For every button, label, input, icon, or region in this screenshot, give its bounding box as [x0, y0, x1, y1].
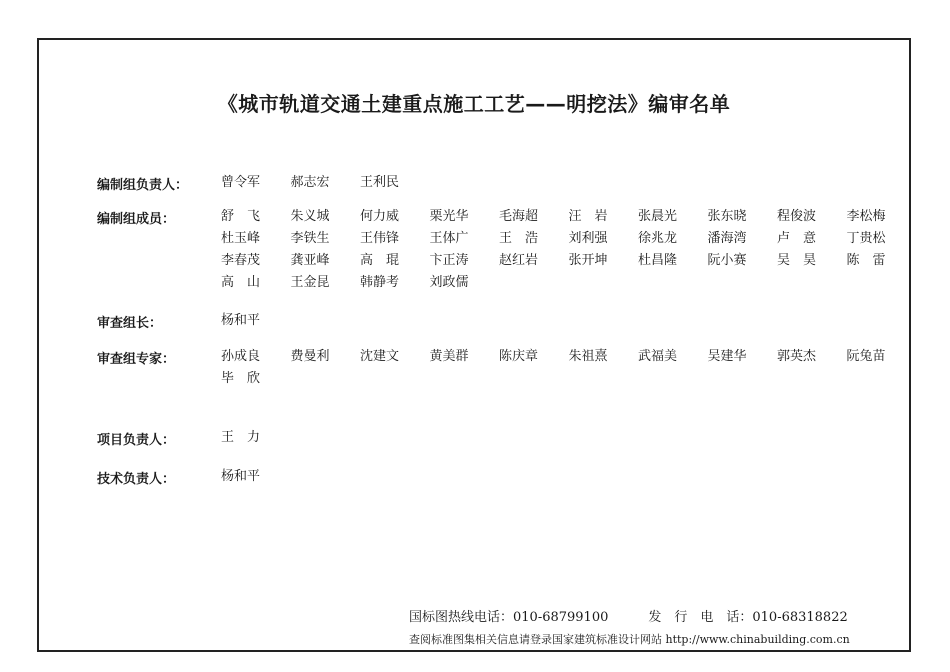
person-name: 杨和平	[221, 469, 261, 484]
person-name: 王 力	[221, 430, 261, 445]
person-name: 吴 昊	[777, 253, 817, 268]
names-review-lead	[221, 310, 911, 332]
person-name: 毕 欣	[221, 371, 261, 386]
person-name: 王伟锋	[360, 231, 400, 246]
person-name: 王金昆	[290, 275, 330, 290]
person-name: 龚亚峰	[290, 253, 330, 268]
role-label-review-lead: 审查组长：	[97, 316, 163, 331]
person-name: 李春茂	[221, 253, 261, 268]
document-title: 《城市轨道交通土建重点施工工艺——明挖法》编审名单	[217, 92, 731, 116]
person-name: 李松梅	[846, 209, 886, 224]
person-name: 王体广	[429, 231, 469, 246]
person-name: 武福美	[638, 349, 678, 364]
person-name: 郭英杰	[777, 349, 817, 364]
footer-website-note: 查阅标准图集相关信息请登录国家建筑标准设计网站 http://www.chinabuilding.com.cn	[409, 633, 850, 646]
person-name: 张晨光	[638, 209, 678, 224]
role-label-review-experts: 审查组专家：	[97, 352, 176, 367]
person-name: 王 浩	[499, 231, 539, 246]
person-name: 汪 岩	[568, 209, 608, 224]
person-name: 沈建文	[360, 349, 400, 364]
person-name: 毛海超	[499, 209, 539, 224]
person-name: 刘利强	[568, 231, 608, 246]
person-name: 丁贵松	[846, 231, 886, 246]
person-name: 王利民	[360, 175, 400, 190]
person-name: 刘政儒	[429, 275, 469, 290]
person-name: 张开坤	[568, 253, 608, 268]
role-label-project-lead: 项目负责人：	[97, 433, 176, 448]
person-name: 黄美群	[429, 349, 469, 364]
person-name: 朱义城	[290, 209, 330, 224]
names-project-lead	[221, 427, 911, 449]
person-name: 何力威	[360, 209, 400, 224]
person-name: 高 山	[221, 275, 261, 290]
person-name: 卢 意	[777, 231, 817, 246]
person-name: 栗光华	[429, 209, 469, 224]
person-name: 陈 雷	[846, 253, 886, 268]
person-name: 徐兆龙	[638, 231, 678, 246]
person-name: 阮兔苗	[846, 349, 886, 364]
person-name: 赵红岩	[499, 253, 539, 268]
person-name: 李铁生	[290, 231, 330, 246]
role-label-technical-lead: 技术负责人：	[97, 472, 176, 487]
names-technical-lead	[221, 466, 911, 488]
person-name: 孙成良	[221, 349, 261, 364]
page-frame	[37, 38, 911, 652]
names-compiler-lead	[221, 172, 911, 194]
person-name: 朱祖熹	[568, 349, 608, 364]
person-name: 高 琨	[360, 253, 400, 268]
footer-phones	[409, 606, 848, 625]
person-name: 程俊波	[777, 209, 817, 224]
names-review-experts	[221, 346, 911, 390]
person-name: 卞正涛	[429, 253, 469, 268]
role-label-compiler-lead: 编制组负责人：	[97, 178, 189, 193]
person-name: 阮小赛	[707, 253, 747, 268]
names-compiler-members	[221, 206, 911, 294]
person-name: 陈庆章	[499, 349, 539, 364]
distribution-phone-text: 发 行 电 话：010-68318822	[648, 610, 848, 625]
person-name: 郝志宏	[290, 175, 330, 190]
person-name: 杨和平	[221, 313, 261, 328]
person-name: 杜玉峰	[221, 231, 261, 246]
person-name: 吴建华	[707, 349, 747, 364]
person-name: 费曼利	[290, 349, 330, 364]
hotline-text: 国标图热线电话：010-68799100	[409, 610, 609, 625]
person-name: 潘海湾	[707, 231, 747, 246]
person-name: 杜昌隆	[638, 253, 678, 268]
role-label-compiler-members: 编制组成员：	[97, 212, 176, 227]
person-name: 韩静考	[360, 275, 400, 290]
person-name: 舒 飞	[221, 209, 261, 224]
person-name: 张东晓	[707, 209, 747, 224]
person-name: 曾令军	[221, 175, 261, 190]
